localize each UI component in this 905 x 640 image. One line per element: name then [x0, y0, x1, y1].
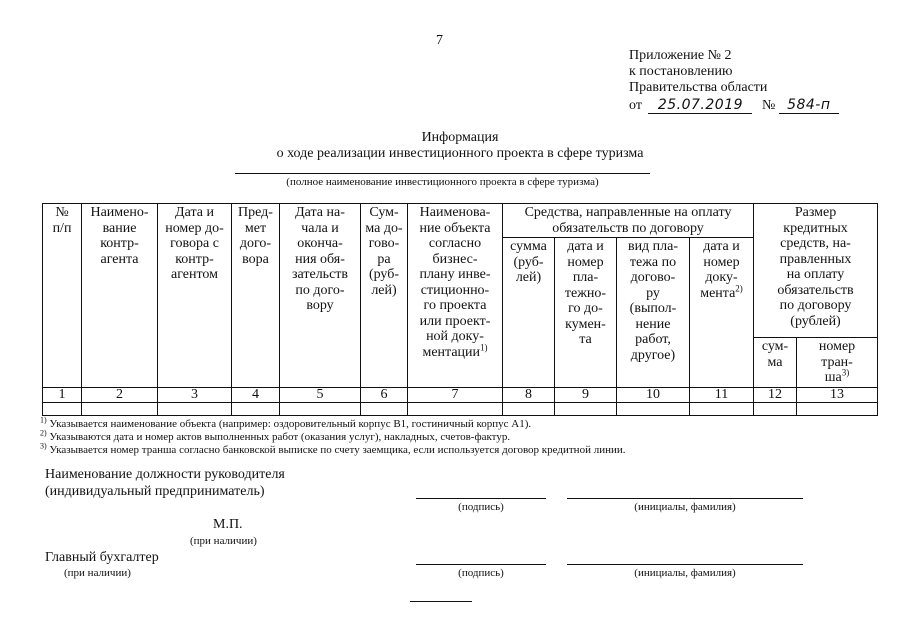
header-number: № п/п — [43, 204, 82, 388]
column-number: 9 — [555, 387, 617, 402]
head-initials-caption: (инициалы, фамилия) — [634, 501, 736, 513]
appendix-block — [629, 48, 829, 114]
header-credit-sum: сум- ма — [754, 338, 797, 388]
header-payment-sum: сумма (руб- лей) — [503, 238, 555, 388]
column-number: 7 — [408, 387, 503, 402]
head-position-line-1: Наименование должности руководителя — [45, 467, 285, 482]
title-line-1: Информация — [421, 130, 499, 145]
investment-report-table — [42, 203, 878, 416]
header-document-date-number: дата и номер доку- мента$^{2)}$ — [690, 238, 754, 388]
date-prefix: от — [629, 98, 642, 113]
column-number: 1 — [43, 387, 82, 402]
chief-accountant-label: Главный бухгалтер — [45, 550, 159, 565]
column-number: 11 — [690, 387, 754, 402]
title-line-2: о ходе реализации инвестиционного проекта в сфере туризма — [276, 146, 644, 161]
appendix-line-3: Правительства области — [629, 80, 768, 95]
head-signature-line — [416, 498, 546, 499]
column-number: 12 — [754, 387, 797, 402]
column-number: 4 — [232, 387, 280, 402]
head-initials-line — [567, 498, 803, 499]
column-number: 10 — [617, 387, 690, 402]
appendix-line-1: Приложение № 2 — [629, 48, 732, 63]
footnotes — [40, 415, 890, 457]
appendix-date-line — [629, 97, 829, 114]
head-position-line-2: (индивидуальный предприниматель) — [45, 484, 265, 499]
header-counterparty: Наимено- вание контр- агента — [82, 204, 158, 388]
chief-accountant-note: (при наличии) — [64, 567, 131, 579]
footnote-1: $^{1)}$ Указывается наименование объекта (например: оздоровительный корпус В1, гостиничный корпус А1). — [40, 415, 532, 430]
column-number: 8 — [503, 387, 555, 402]
stamp-label: М.П. — [213, 517, 243, 532]
accountant-signature-line — [416, 564, 546, 565]
closing-separator-line — [410, 601, 472, 602]
header-tranche-number: номер тран- $ша^{3)}$ — [797, 338, 878, 388]
project-name-caption: (полное наименование инвестиционного проекта в сфере туризма) — [286, 176, 599, 188]
page-number: 7 — [436, 33, 443, 48]
column-number: 2 — [82, 387, 158, 402]
column-number: 5 — [280, 387, 361, 402]
number-prefix: № — [761, 98, 776, 113]
header-payment-document: дата и номер пла- тежно- го до- кумен- та — [555, 238, 617, 388]
column-number: 13 — [797, 387, 878, 402]
column-numbers-row — [43, 387, 878, 402]
accountant-signature-caption: (подпись) — [458, 567, 504, 579]
stamp-note: (при наличии) — [190, 535, 257, 547]
column-number: 6 — [361, 387, 408, 402]
head-signature-caption: (подпись) — [458, 501, 504, 513]
header-obligation-dates: Дата на- чала и оконча- ния обя- зательств по дого- вору — [280, 204, 361, 388]
footnote-3: $^{3)}$ Указывается номер транша согласно банковской выписке по счету заемщика, если используется договор кредитной линии. — [40, 441, 626, 456]
header-object-name: Наименова- ние объекта согласно бизнес- плану инве- стиционно- го проекта или проект- ной доку- ментации$^{1)}$ — [408, 204, 503, 388]
footnote-2: $^{2)}$ Указываются дата и номер актов выполненных работ (оказания услуг), накладных, счетов-фактур. — [40, 428, 511, 443]
project-name-line — [235, 173, 650, 174]
header-contract-date-number: Дата и номер до- говора с контр- агентом — [158, 204, 232, 388]
number-value: 584-п — [779, 97, 839, 114]
header-payment-type: вид пла- тежа по догово- ру (выпол- нение работ, другое) — [617, 238, 690, 388]
appendix-line-2: к постановлению — [629, 64, 733, 79]
header-credit-group: Размер кредитных средств, на- правленных на оплату обязательств по договору (рублей) — [754, 204, 878, 338]
accountant-initials-caption: (инициалы, фамилия) — [634, 567, 736, 579]
header-funds-group: Средства, направленные на оплату обязательств по договору — [503, 204, 754, 238]
header-contract-subject: Пред- мет дого- вора — [232, 204, 280, 388]
accountant-initials-line — [567, 564, 803, 565]
column-number: 3 — [158, 387, 232, 402]
header-contract-sum: Сум- ма до- гово- ра (руб- лей) — [361, 204, 408, 388]
head-position-block — [45, 466, 285, 500]
empty-data-row — [43, 402, 878, 415]
date-value: 25.07.2019 — [648, 97, 752, 114]
document-title — [200, 130, 720, 162]
